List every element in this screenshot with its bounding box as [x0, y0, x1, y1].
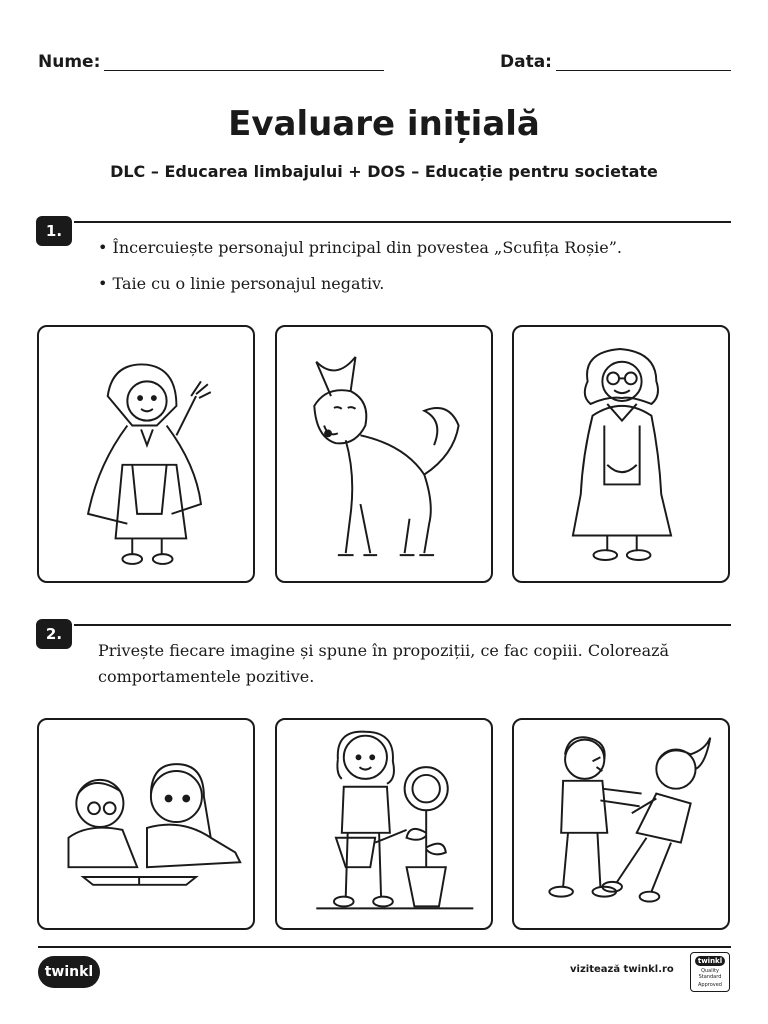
card-girl-watering-flower[interactable] [275, 718, 493, 930]
red-riding-hood-illustration [39, 327, 253, 581]
visit-link[interactable]: vizitează twinkl.ro [570, 964, 674, 975]
twinkl-logo: twinkl [38, 956, 100, 988]
card-children-reading[interactable] [37, 718, 255, 930]
section-2-badge: 2. [36, 619, 72, 649]
wolf-illustration [277, 327, 491, 581]
page-subtitle: DLC – Educarea limbajului + DOS – Educație pentru societate [110, 162, 658, 181]
footer-rule [38, 946, 731, 948]
children-pushing-illustration [514, 720, 728, 928]
stamp-line-2: Approved [698, 982, 722, 988]
page-title: Evaluare inițială [228, 104, 540, 144]
children-reading-illustration [39, 720, 253, 928]
section-2-instruction-2: comportamentele pozitive. [98, 667, 315, 686]
date-label: Data: [500, 52, 552, 72]
section-1-instruction-2: • Taie cu o linie personajul negativ. [98, 274, 385, 293]
section-1-badge: 1. [36, 216, 72, 246]
name-field[interactable] [104, 70, 384, 71]
girl-watering-flower-illustration [277, 720, 491, 928]
card-red-riding-hood[interactable] [37, 325, 255, 583]
stamp-line-1: Quality Standard [698, 968, 722, 980]
grandmother-illustration [514, 327, 728, 581]
section-2-instruction-1: Privește fiecare imagine și spune în propoziții, ce fac copiii. Colorează [98, 641, 670, 660]
name-label: Nume: [38, 52, 101, 72]
date-field[interactable] [556, 70, 731, 71]
stamp-brand: twinkl [695, 956, 725, 966]
section-1-instruction-1: • Încercuiește personajul principal din povestea „Scufița Roșie”. [98, 238, 623, 257]
card-wolf[interactable] [275, 325, 493, 583]
section-2-rule [74, 624, 731, 626]
card-children-pushing[interactable] [512, 718, 730, 930]
quality-stamp [690, 952, 730, 992]
card-grandmother[interactable] [512, 325, 730, 583]
section-1-rule [74, 221, 731, 223]
